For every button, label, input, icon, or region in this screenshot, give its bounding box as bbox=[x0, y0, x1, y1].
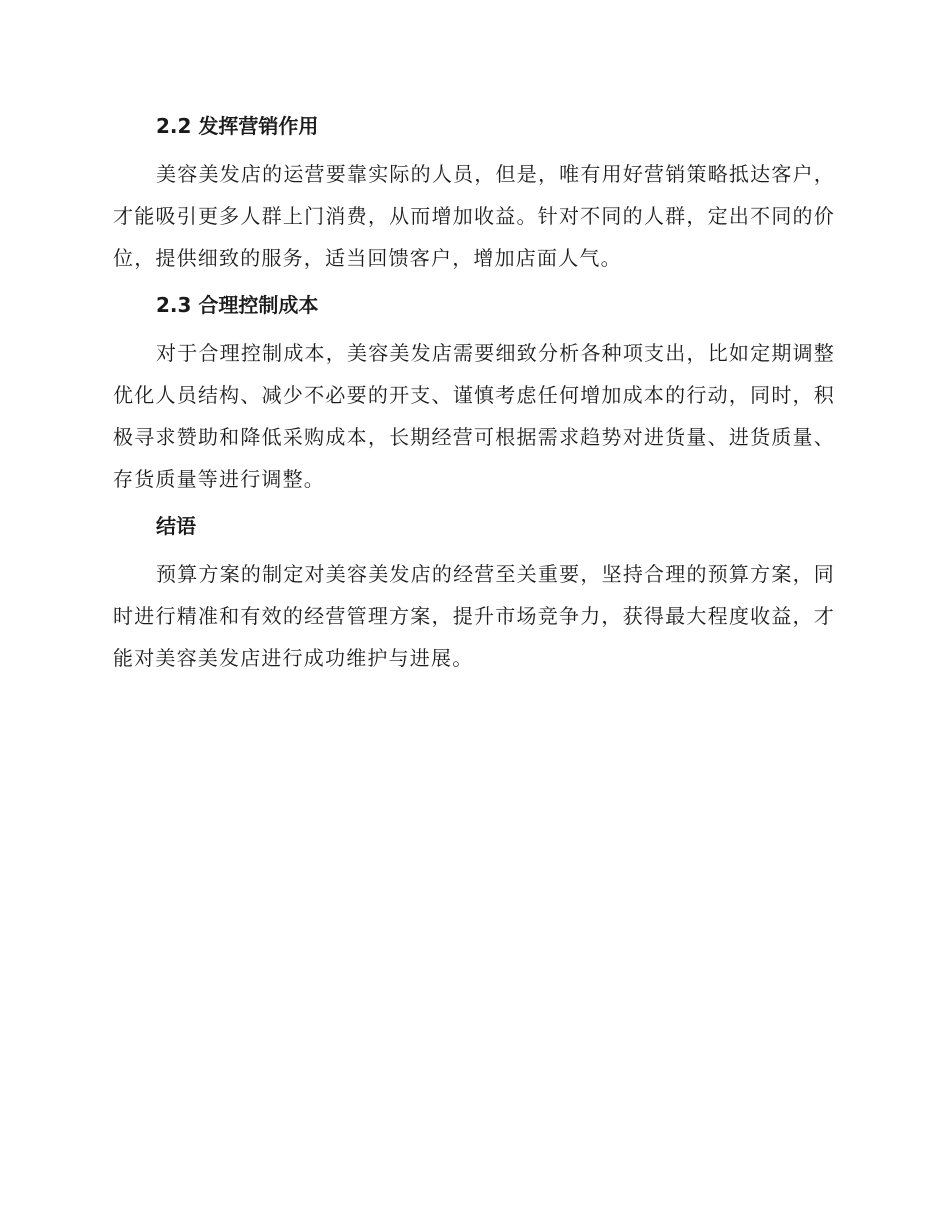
section-paragraph-conclusion: 预算方案的制定对美容美发店的经营至关重要，坚持合理的预算方案，同时进行精准和有效的经营管理方案，提升市场竞争力，获得最大程度收益，才能对美容美发店进行成功维护与进展。 bbox=[113, 562, 835, 670]
section-heading-marketing: 2.2 发挥营销作用 bbox=[156, 114, 319, 138]
section-heading-conclusion: 结语 bbox=[156, 514, 196, 538]
section-heading-cost-control: 2.3 合理控制成本 bbox=[156, 293, 319, 317]
section-paragraph-marketing: 美容美发店的运营要靠实际的人员，但是，唯有用好营销策略抵达客户，才能吸引更多人群上门消费，从而增加收益。针对不同的人群，定出不同的价位，提供细致的服务，适当回馈客户，增加店面人气。 bbox=[113, 162, 835, 270]
document-body bbox=[113, 108, 835, 679]
section-paragraph-cost-control: 对于合理控制成本，美容美发店需要细致分析各种项支出，比如定期调整优化人员结构、减少不必要的开支、谨慎考虑任何增加成本的行动，同时，积极寻求赞助和降低采购成本，长期经营可根据需求趋势对进货量、进货质量、存货质量等进行调整。 bbox=[113, 341, 835, 491]
